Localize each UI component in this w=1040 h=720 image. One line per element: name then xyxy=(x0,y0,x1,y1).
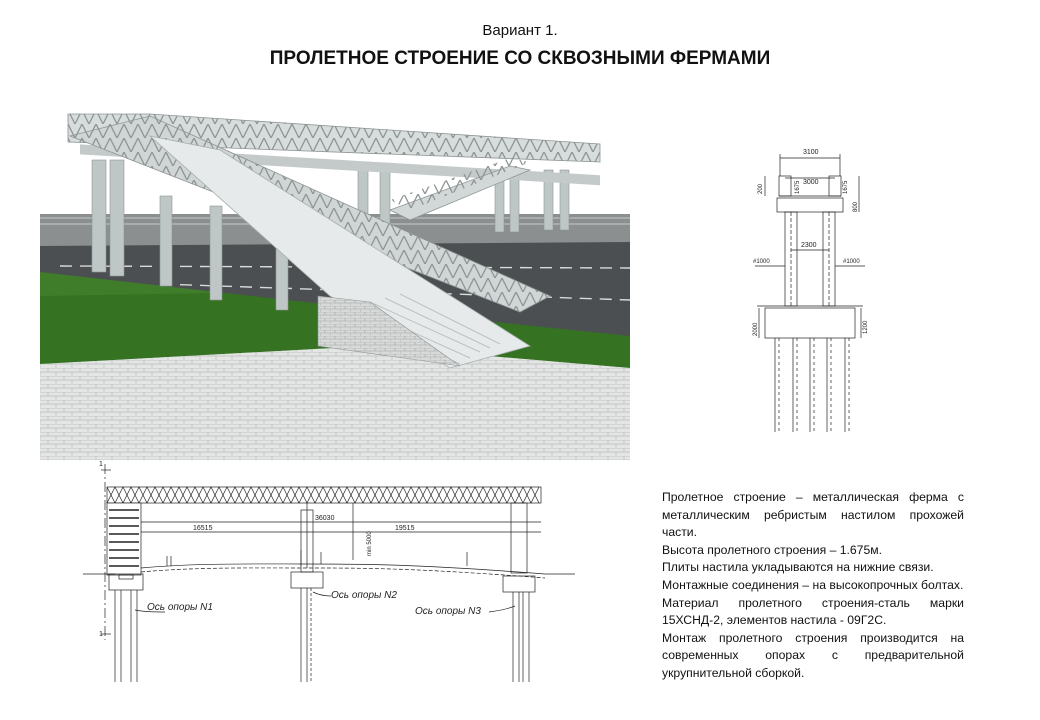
dim-1200: 1200 xyxy=(863,320,869,334)
section-mark-bottom: 1 xyxy=(99,631,103,638)
pier-axis-label-2: Ось опоры N2 xyxy=(331,590,397,601)
dim-pier-diameter-right: #1000 xyxy=(843,259,860,265)
cross-section-drawing xyxy=(735,140,900,440)
dim-span-right: 19515 xyxy=(395,525,415,532)
dim-1675-left: 1675 xyxy=(795,180,801,194)
description-paragraph: Монтаж пролетного строения производится на современных опорах с предварительной укрупнительной сборкой. xyxy=(662,630,964,680)
dim-span-left: 16515 xyxy=(193,525,213,532)
dim-clearance: min 5000 xyxy=(367,531,373,556)
dim-200: 200 xyxy=(758,183,764,194)
pier-axis-label-3: Ось опоры N3 xyxy=(415,606,481,617)
dim-3000: 3000 xyxy=(803,179,819,186)
elevation-drawing xyxy=(75,460,585,690)
description-paragraph: Плиты настила укладываются на нижние связи. xyxy=(662,560,934,575)
dim-3100: 3100 xyxy=(803,149,819,156)
pier-axis-label-1: Ось опоры N1 xyxy=(147,602,213,613)
section-mark-top: 1 xyxy=(99,461,103,468)
dim-1675-right: 1675 xyxy=(843,180,849,194)
description-paragraph: Материал пролетного строения-сталь марки 15ХСНД-2, элементов настила - 09Г2С. xyxy=(662,595,964,628)
variant-label: Вариант 1. xyxy=(482,22,558,39)
dim-pier-diameter-left: #1000 xyxy=(753,259,770,265)
dim-2300: 2300 xyxy=(801,242,817,249)
description-paragraph: Монтажные соединения – на высокопрочных болтах. xyxy=(662,577,964,592)
description-paragraph: Пролетное строение – металлическая ферма с металлическим ребристым настилом прохожей части. xyxy=(662,490,964,540)
dim-total-length: 36030 xyxy=(315,515,335,522)
description-text xyxy=(662,489,964,683)
dim-800: 800 xyxy=(853,201,859,212)
description-paragraph: Высота пролетного строения – 1.675м. xyxy=(662,542,883,557)
page-title: ПРОЛЕТНОЕ СТРОЕНИЕ СО СКВОЗНЫМИ ФЕРМАМИ xyxy=(269,48,771,69)
bridge-render-image xyxy=(40,96,630,460)
dim-2000: 2000 xyxy=(753,322,759,336)
